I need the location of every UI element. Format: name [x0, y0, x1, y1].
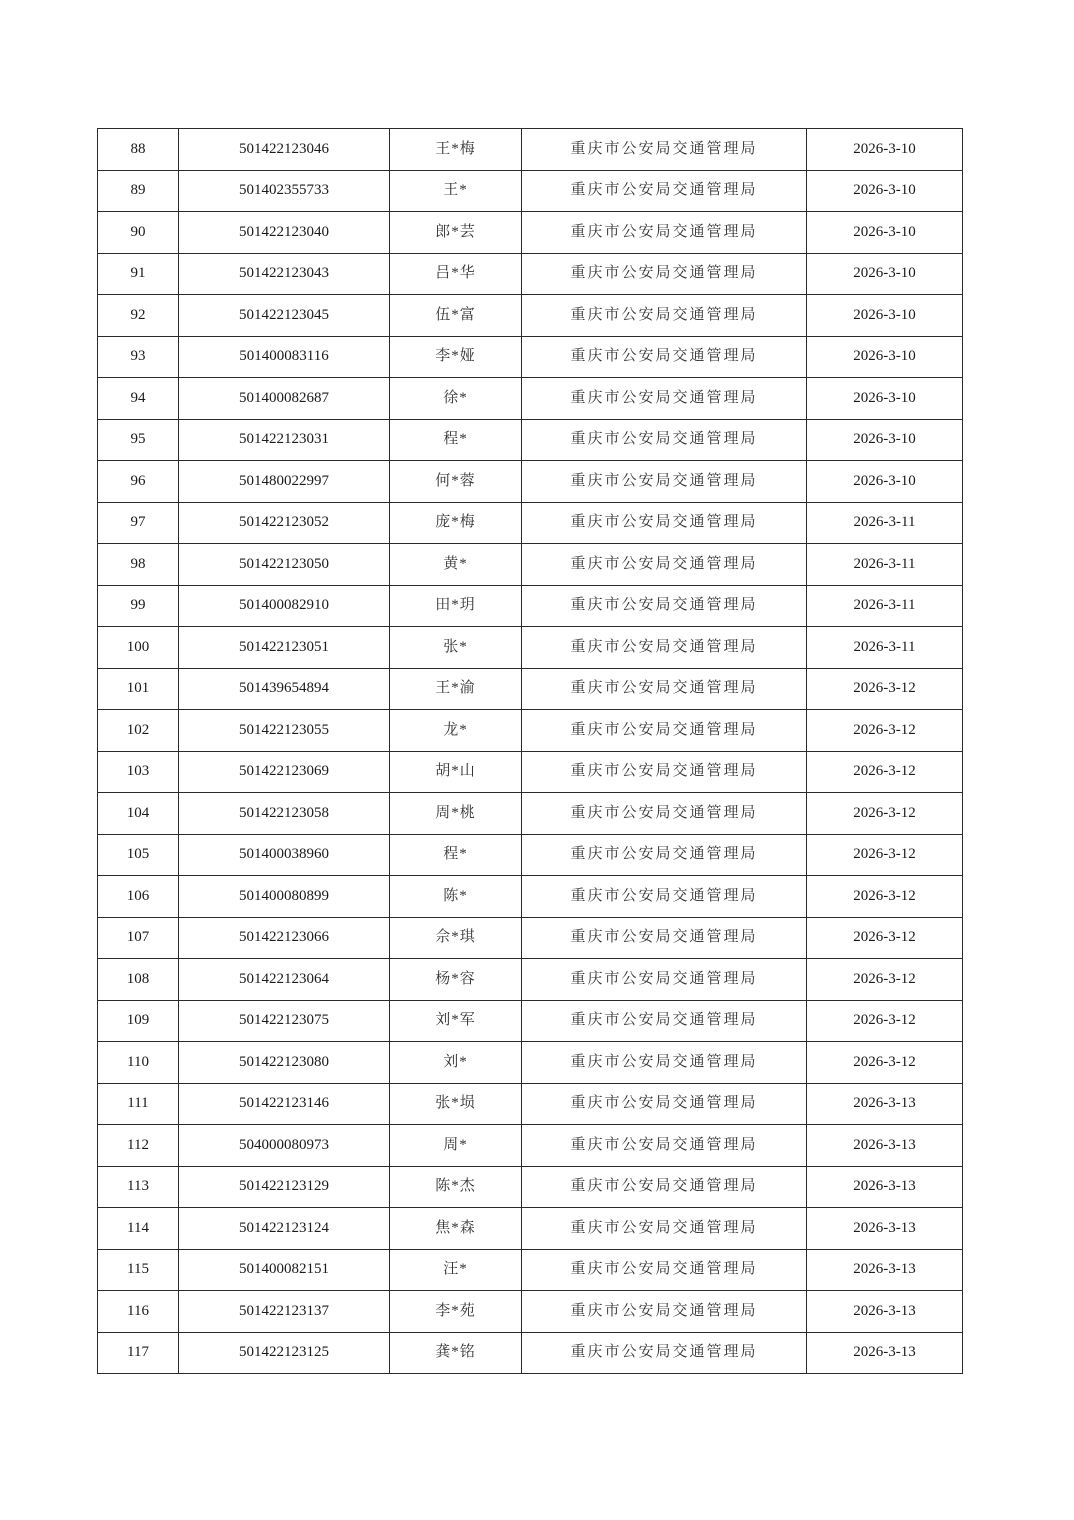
cell-person-name: 陈*杰	[390, 1166, 522, 1208]
cell-person-name: 田*玥	[390, 585, 522, 627]
table-row	[98, 1291, 963, 1333]
cell-date: 2026-3-10	[807, 336, 963, 378]
cell-date: 2026-3-11	[807, 585, 963, 627]
cell-serial-number: 109	[98, 1000, 179, 1042]
cell-serial-number: 94	[98, 378, 179, 420]
cell-record-id: 501422123055	[179, 710, 390, 752]
cell-date: 2026-3-13	[807, 1166, 963, 1208]
cell-record-id: 504000080973	[179, 1125, 390, 1167]
cell-serial-number: 89	[98, 170, 179, 212]
table-row	[98, 129, 963, 171]
cell-date: 2026-3-12	[807, 1042, 963, 1084]
cell-date: 2026-3-10	[807, 253, 963, 295]
cell-person-name: 龙*	[390, 710, 522, 752]
cell-serial-number: 92	[98, 295, 179, 337]
table-row	[98, 1125, 963, 1167]
cell-serial-number: 99	[98, 585, 179, 627]
cell-agency: 重庆市公安局交通管理局	[522, 1083, 807, 1125]
cell-person-name: 焦*森	[390, 1208, 522, 1250]
cell-agency: 重庆市公安局交通管理局	[522, 461, 807, 503]
cell-serial-number: 93	[98, 336, 179, 378]
table-row	[98, 1332, 963, 1374]
cell-serial-number: 95	[98, 419, 179, 461]
cell-person-name: 刘*军	[390, 1000, 522, 1042]
cell-person-name: 李*苑	[390, 1291, 522, 1333]
table-row	[98, 336, 963, 378]
cell-record-id: 501422123058	[179, 793, 390, 835]
cell-person-name: 刘*	[390, 1042, 522, 1084]
cell-record-id: 501422123051	[179, 627, 390, 669]
cell-date: 2026-3-10	[807, 212, 963, 254]
cell-person-name: 张*埙	[390, 1083, 522, 1125]
cell-record-id: 501422123137	[179, 1291, 390, 1333]
cell-agency: 重庆市公安局交通管理局	[522, 170, 807, 212]
cell-person-name: 李*娅	[390, 336, 522, 378]
cell-record-id: 501422123031	[179, 419, 390, 461]
cell-date: 2026-3-10	[807, 461, 963, 503]
cell-date: 2026-3-13	[807, 1125, 963, 1167]
table-row	[98, 876, 963, 918]
cell-person-name: 胡*山	[390, 751, 522, 793]
cell-record-id: 501402355733	[179, 170, 390, 212]
cell-person-name: 程*	[390, 419, 522, 461]
cell-record-id: 501422123075	[179, 1000, 390, 1042]
cell-record-id: 501422123069	[179, 751, 390, 793]
cell-agency: 重庆市公安局交通管理局	[522, 627, 807, 669]
cell-serial-number: 105	[98, 834, 179, 876]
cell-agency: 重庆市公安局交通管理局	[522, 710, 807, 752]
table-row	[98, 1208, 963, 1250]
cell-record-id: 501400080899	[179, 876, 390, 918]
table-row	[98, 751, 963, 793]
cell-agency: 重庆市公安局交通管理局	[522, 1042, 807, 1084]
cell-agency: 重庆市公安局交通管理局	[522, 129, 807, 171]
cell-person-name: 何*蓉	[390, 461, 522, 503]
cell-agency: 重庆市公安局交通管理局	[522, 419, 807, 461]
cell-person-name: 张*	[390, 627, 522, 669]
cell-serial-number: 117	[98, 1332, 179, 1374]
cell-record-id: 501422123129	[179, 1166, 390, 1208]
cell-date: 2026-3-11	[807, 502, 963, 544]
cell-agency: 重庆市公安局交通管理局	[522, 212, 807, 254]
cell-agency: 重庆市公安局交通管理局	[522, 1166, 807, 1208]
cell-record-id: 501422123046	[179, 129, 390, 171]
cell-serial-number: 102	[98, 710, 179, 752]
cell-person-name: 汪*	[390, 1249, 522, 1291]
cell-date: 2026-3-13	[807, 1083, 963, 1125]
cell-date: 2026-3-10	[807, 378, 963, 420]
cell-person-name: 佘*琪	[390, 917, 522, 959]
cell-date: 2026-3-12	[807, 876, 963, 918]
cell-record-id: 501400083116	[179, 336, 390, 378]
cell-date: 2026-3-12	[807, 917, 963, 959]
table-row	[98, 917, 963, 959]
table-row	[98, 1249, 963, 1291]
table-row	[98, 378, 963, 420]
cell-agency: 重庆市公安局交通管理局	[522, 1208, 807, 1250]
cell-date: 2026-3-13	[807, 1249, 963, 1291]
cell-date: 2026-3-12	[807, 751, 963, 793]
cell-record-id: 501422123040	[179, 212, 390, 254]
cell-serial-number: 97	[98, 502, 179, 544]
cell-record-id: 501422123125	[179, 1332, 390, 1374]
cell-date: 2026-3-12	[807, 668, 963, 710]
table-row	[98, 793, 963, 835]
cell-agency: 重庆市公安局交通管理局	[522, 253, 807, 295]
cell-date: 2026-3-10	[807, 129, 963, 171]
cell-date: 2026-3-10	[807, 170, 963, 212]
cell-person-name: 陈*	[390, 876, 522, 918]
cell-record-id: 501422123124	[179, 1208, 390, 1250]
cell-person-name: 王*	[390, 170, 522, 212]
cell-serial-number: 90	[98, 212, 179, 254]
cell-agency: 重庆市公安局交通管理局	[522, 295, 807, 337]
cell-agency: 重庆市公安局交通管理局	[522, 1291, 807, 1333]
cell-agency: 重庆市公安局交通管理局	[522, 751, 807, 793]
cell-record-id: 501422123043	[179, 253, 390, 295]
cell-agency: 重庆市公安局交通管理局	[522, 1249, 807, 1291]
cell-serial-number: 98	[98, 544, 179, 586]
cell-date: 2026-3-12	[807, 834, 963, 876]
cell-serial-number: 91	[98, 253, 179, 295]
cell-serial-number: 114	[98, 1208, 179, 1250]
table-row	[98, 295, 963, 337]
table-row	[98, 1042, 963, 1084]
cell-person-name: 周*	[390, 1125, 522, 1167]
cell-serial-number: 96	[98, 461, 179, 503]
cell-serial-number: 108	[98, 959, 179, 1001]
cell-date: 2026-3-13	[807, 1332, 963, 1374]
cell-agency: 重庆市公安局交通管理局	[522, 1000, 807, 1042]
table-row	[98, 502, 963, 544]
cell-agency: 重庆市公安局交通管理局	[522, 378, 807, 420]
cell-person-name: 吕*华	[390, 253, 522, 295]
cell-person-name: 王*梅	[390, 129, 522, 171]
table-row	[98, 544, 963, 586]
cell-serial-number: 101	[98, 668, 179, 710]
cell-date: 2026-3-11	[807, 544, 963, 586]
cell-record-id: 501422123064	[179, 959, 390, 1001]
table-row	[98, 1166, 963, 1208]
table-row	[98, 1083, 963, 1125]
cell-agency: 重庆市公安局交通管理局	[522, 834, 807, 876]
cell-serial-number: 100	[98, 627, 179, 669]
table-row	[98, 212, 963, 254]
table-row	[98, 959, 963, 1001]
cell-serial-number: 103	[98, 751, 179, 793]
cell-record-id: 501422123066	[179, 917, 390, 959]
cell-date: 2026-3-12	[807, 1000, 963, 1042]
cell-serial-number: 110	[98, 1042, 179, 1084]
cell-record-id: 501480022997	[179, 461, 390, 503]
table-row	[98, 710, 963, 752]
cell-serial-number: 107	[98, 917, 179, 959]
cell-person-name: 龚*铭	[390, 1332, 522, 1374]
records-table	[97, 128, 963, 1374]
cell-record-id: 501400038960	[179, 834, 390, 876]
cell-person-name: 黄*	[390, 544, 522, 586]
cell-record-id: 501400082687	[179, 378, 390, 420]
table-row	[98, 834, 963, 876]
records-table-body	[98, 129, 963, 1374]
table-row	[98, 419, 963, 461]
cell-record-id: 501422123146	[179, 1083, 390, 1125]
cell-date: 2026-3-10	[807, 419, 963, 461]
cell-agency: 重庆市公安局交通管理局	[522, 585, 807, 627]
cell-record-id: 501400082151	[179, 1249, 390, 1291]
cell-record-id: 501400082910	[179, 585, 390, 627]
table-row	[98, 461, 963, 503]
cell-agency: 重庆市公安局交通管理局	[522, 336, 807, 378]
cell-serial-number: 116	[98, 1291, 179, 1333]
cell-date: 2026-3-12	[807, 710, 963, 752]
table-row	[98, 253, 963, 295]
table-row	[98, 1000, 963, 1042]
cell-agency: 重庆市公安局交通管理局	[522, 1125, 807, 1167]
cell-agency: 重庆市公安局交通管理局	[522, 668, 807, 710]
cell-person-name: 杨*容	[390, 959, 522, 1001]
table-row	[98, 627, 963, 669]
cell-person-name: 王*渝	[390, 668, 522, 710]
cell-date: 2026-3-12	[807, 793, 963, 835]
cell-serial-number: 113	[98, 1166, 179, 1208]
cell-record-id: 501439654894	[179, 668, 390, 710]
cell-agency: 重庆市公安局交通管理局	[522, 1332, 807, 1374]
cell-person-name: 郎*芸	[390, 212, 522, 254]
cell-agency: 重庆市公安局交通管理局	[522, 917, 807, 959]
cell-serial-number: 115	[98, 1249, 179, 1291]
cell-record-id: 501422123052	[179, 502, 390, 544]
cell-record-id: 501422123080	[179, 1042, 390, 1084]
cell-serial-number: 88	[98, 129, 179, 171]
cell-agency: 重庆市公安局交通管理局	[522, 876, 807, 918]
cell-date: 2026-3-12	[807, 959, 963, 1001]
cell-agency: 重庆市公安局交通管理局	[522, 502, 807, 544]
cell-date: 2026-3-10	[807, 295, 963, 337]
cell-record-id: 501422123045	[179, 295, 390, 337]
cell-date: 2026-3-11	[807, 627, 963, 669]
cell-serial-number: 106	[98, 876, 179, 918]
cell-agency: 重庆市公安局交通管理局	[522, 959, 807, 1001]
cell-person-name: 伍*富	[390, 295, 522, 337]
cell-person-name: 周*桃	[390, 793, 522, 835]
cell-person-name: 徐*	[390, 378, 522, 420]
cell-serial-number: 104	[98, 793, 179, 835]
cell-serial-number: 111	[98, 1083, 179, 1125]
table-row	[98, 668, 963, 710]
cell-agency: 重庆市公安局交通管理局	[522, 544, 807, 586]
cell-person-name: 程*	[390, 834, 522, 876]
cell-agency: 重庆市公安局交通管理局	[522, 793, 807, 835]
cell-serial-number: 112	[98, 1125, 179, 1167]
cell-date: 2026-3-13	[807, 1291, 963, 1333]
cell-date: 2026-3-13	[807, 1208, 963, 1250]
table-row	[98, 170, 963, 212]
cell-person-name: 庞*梅	[390, 502, 522, 544]
table-row	[98, 585, 963, 627]
cell-record-id: 501422123050	[179, 544, 390, 586]
